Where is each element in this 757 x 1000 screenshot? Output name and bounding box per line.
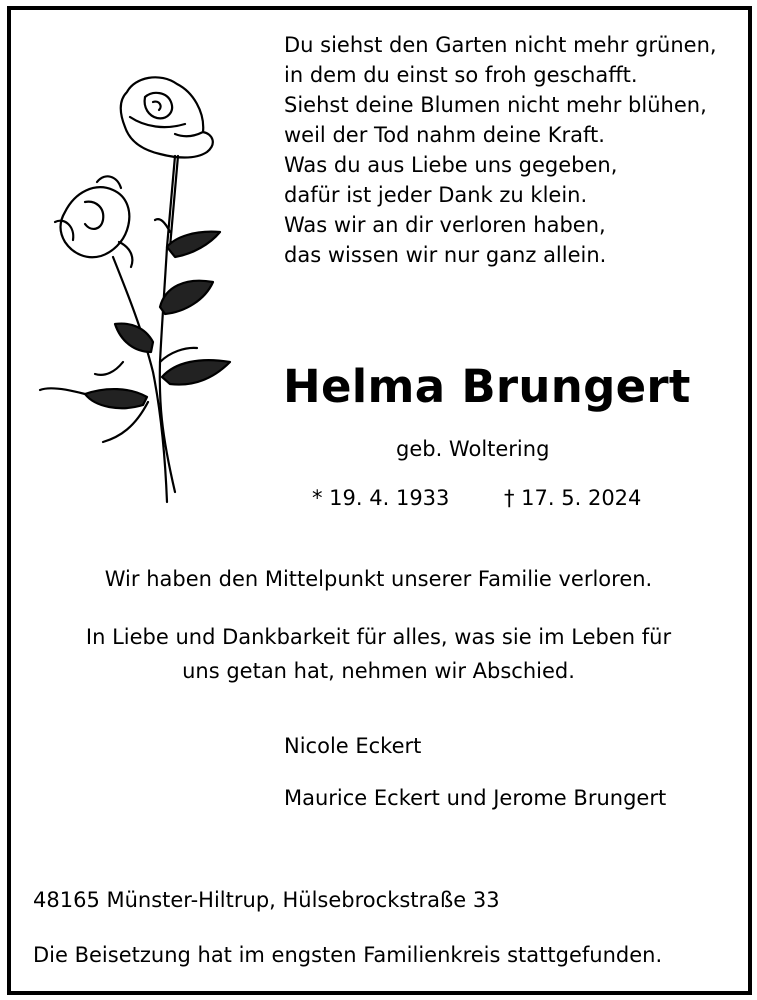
- mourner-name: Maurice Eckert und Jerome Brungert: [284, 786, 667, 810]
- message-line: uns getan hat, nehmen wir Abschied.: [182, 659, 575, 683]
- burial-note: Die Beisetzung hat im engsten Familienkreis stattgefunden.: [33, 943, 663, 967]
- poem: [284, 30, 717, 270]
- poem-line: in dem du einst so froh geschafft.: [284, 63, 638, 87]
- birth-date: * 19. 4. 1933: [312, 486, 450, 510]
- mourner-name: Nicole Eckert: [284, 734, 422, 758]
- message-line: In Liebe und Dankbarkeit für alles, was sie im Leben für: [85, 625, 672, 649]
- poem-line: Siehst deine Blumen nicht mehr blühen,: [284, 93, 707, 117]
- poem-line: weil der Tod nahm deine Kraft.: [284, 123, 605, 147]
- maiden-name: geb. Woltering: [396, 437, 550, 461]
- poem-line: Was du aus Liebe uns gegeben,: [284, 153, 618, 177]
- deceased-name: Helma Brungert: [283, 360, 691, 413]
- death-date: † 17. 5. 2024: [504, 486, 642, 510]
- rose-illustration: [35, 72, 275, 512]
- poem-line: das wissen wir nur ganz allein.: [284, 243, 607, 267]
- poem-line: dafür ist jeder Dank zu klein.: [284, 183, 588, 207]
- address: 48165 Münster-Hiltrup, Hülsebrockstraße 33: [33, 888, 500, 912]
- poem-line: Was wir an dir verloren haben,: [284, 213, 606, 237]
- message-line: Wir haben den Mittelpunkt unserer Familie verloren.: [104, 567, 653, 591]
- poem-line: Du siehst den Garten nicht mehr grünen,: [284, 33, 717, 57]
